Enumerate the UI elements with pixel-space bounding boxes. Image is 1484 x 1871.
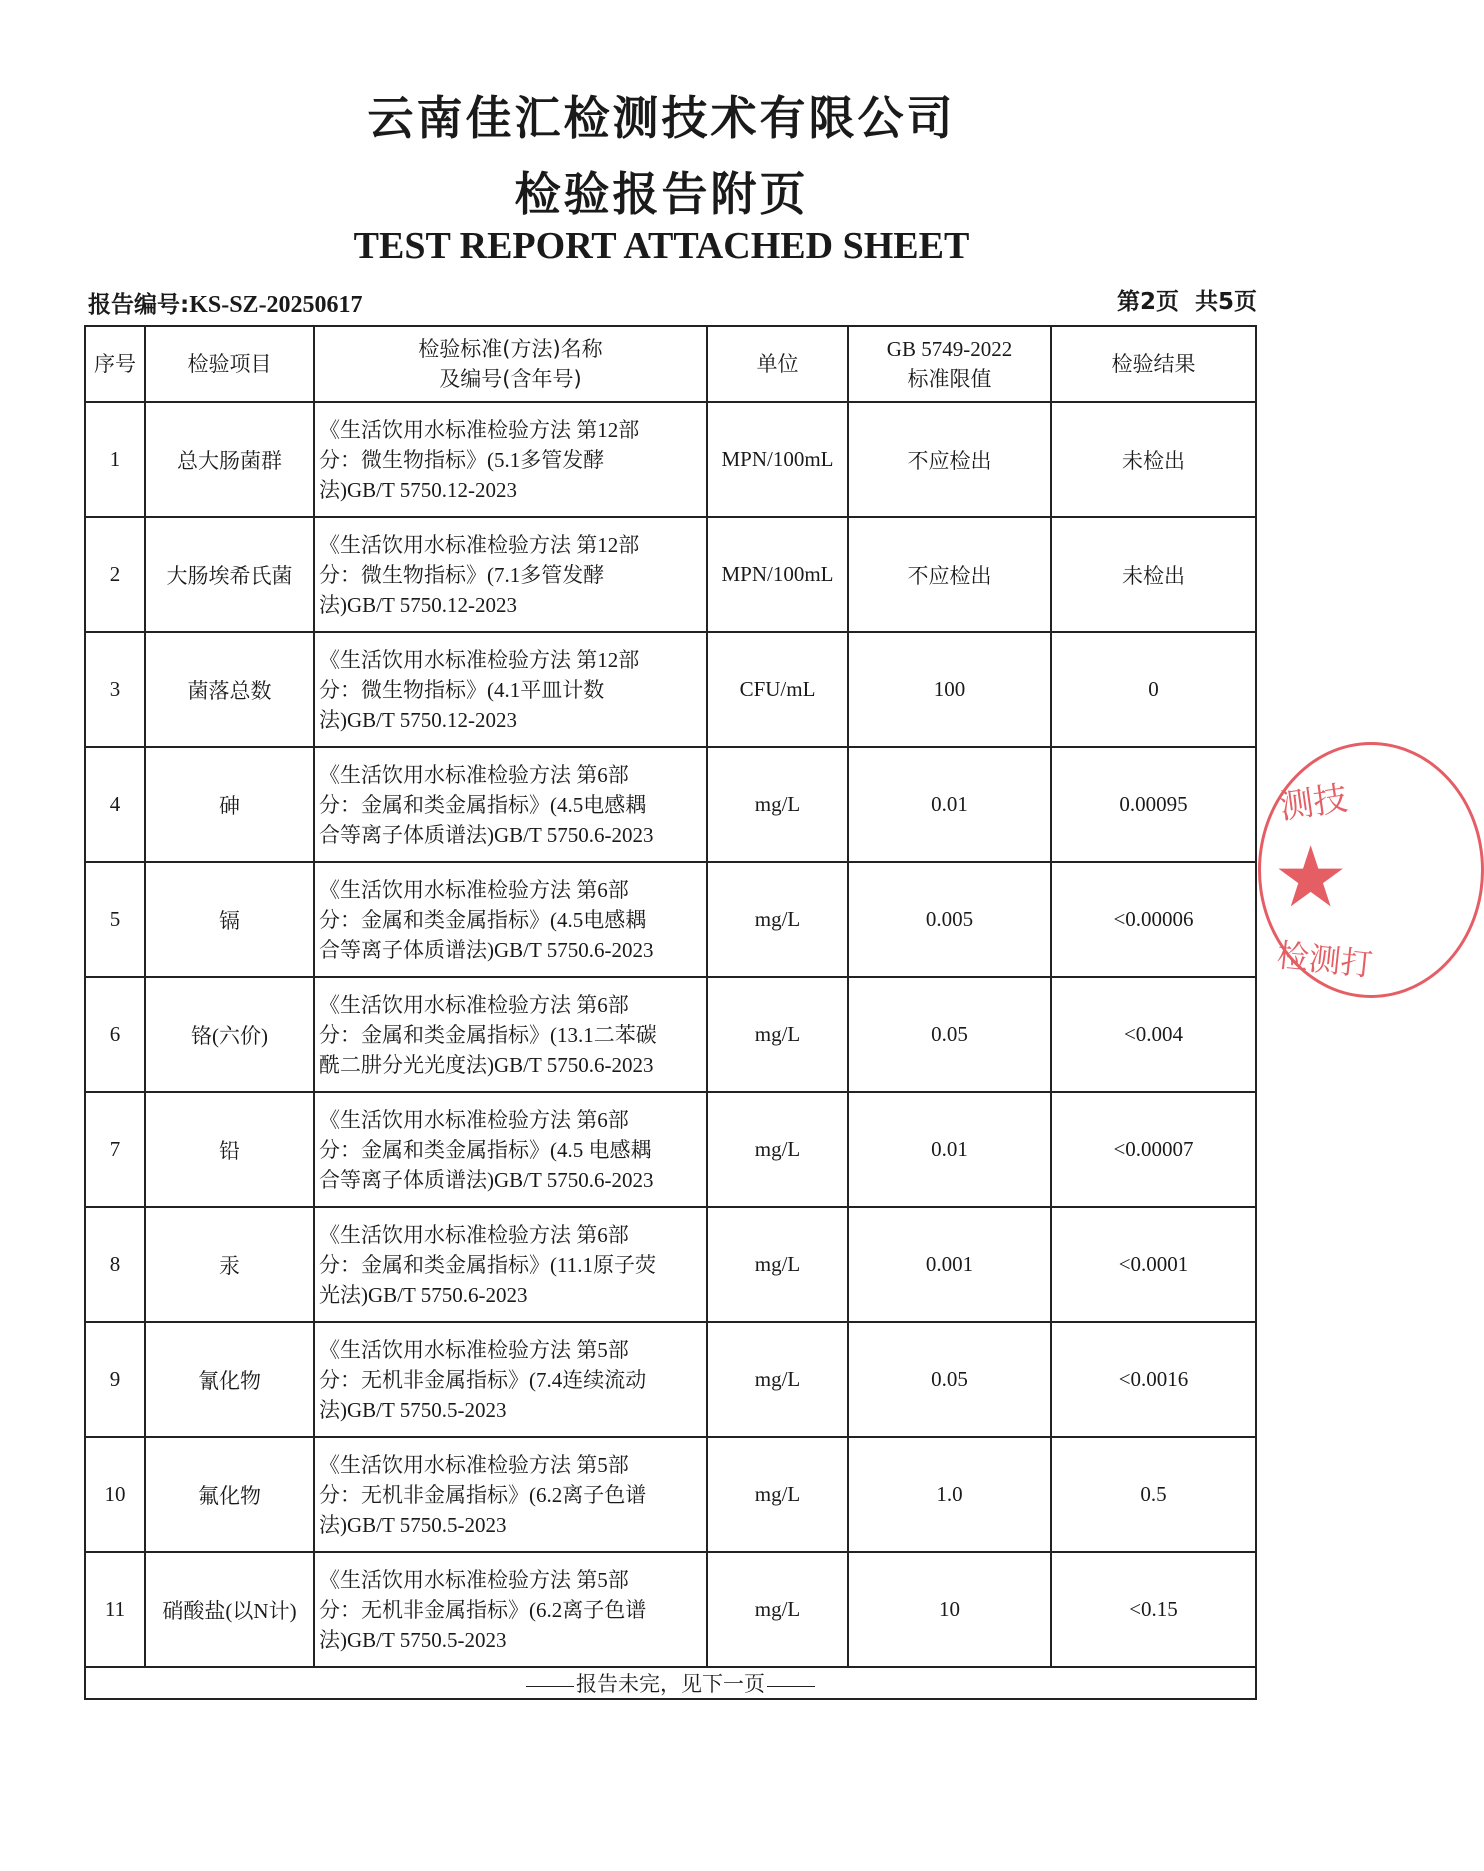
company-seal-stamp xyxy=(1258,742,1484,998)
table-row xyxy=(85,1092,1256,1207)
cell-seq: 5 xyxy=(85,862,145,977)
company-name: 云南佳汇检测技术有限公司 xyxy=(367,91,956,145)
method-line: 《生活饮用水标准检验方法 第6部 xyxy=(319,762,629,787)
header-limit-line2: 标准限值 xyxy=(907,367,992,391)
method-line: 分：金属和类金属指标》(13.1二苯碳 xyxy=(319,1022,657,1047)
method-line: 分：无机非金属指标》(6.2离子色谱 xyxy=(319,1597,647,1622)
method-line: 《生活饮用水标准检验方法 第12部 xyxy=(319,647,640,672)
cell-method xyxy=(314,1552,707,1667)
results-table xyxy=(84,325,1257,1700)
method-line: 酰二肼分光光度法)GB/T 5750.6-2023 xyxy=(319,1052,654,1077)
cell-method xyxy=(314,632,707,747)
method-line: 《生活饮用水标准检验方法 第6部 xyxy=(319,877,629,902)
cell-item: 菌落总数 xyxy=(145,632,314,747)
cell-unit: CFU/mL xyxy=(707,632,848,747)
cell-unit: MPN/100mL xyxy=(707,517,848,632)
cell-result: <0.0016 xyxy=(1051,1322,1256,1437)
method-line: 《生活饮用水标准检验方法 第6部 xyxy=(319,1107,629,1132)
method-line: 《生活饮用水标准检验方法 第6部 xyxy=(319,992,629,1017)
cell-method xyxy=(314,862,707,977)
report-number xyxy=(88,286,363,319)
cell-limit: 10 xyxy=(848,1552,1051,1667)
cell-limit: 0.01 xyxy=(848,747,1051,862)
table-row xyxy=(85,1437,1256,1552)
cell-unit: mg/L xyxy=(707,977,848,1092)
cell-item: 总大肠菌群 xyxy=(145,402,314,517)
table-row xyxy=(85,1552,1256,1667)
cell-result: <0.004 xyxy=(1051,977,1256,1092)
cell-unit: mg/L xyxy=(707,862,848,977)
cell-item: 镉 xyxy=(145,862,314,977)
report-title-en: TEST REPORT ATTACHED SHEET xyxy=(353,225,970,267)
cell-seq: 10 xyxy=(85,1437,145,1552)
cell-unit: mg/L xyxy=(707,1552,848,1667)
cell-method xyxy=(314,402,707,517)
footer-dash-right xyxy=(767,1686,815,1687)
method-line: 《生活饮用水标准检验方法 第5部 xyxy=(319,1567,629,1592)
report-number-label: 报告编号: xyxy=(88,292,190,318)
table-row xyxy=(85,977,1256,1092)
method-line: 分：无机非金属指标》(7.4连续流动 xyxy=(319,1367,647,1392)
method-line: 《生活饮用水标准检验方法 第12部 xyxy=(319,532,640,557)
table-row xyxy=(85,1322,1256,1437)
method-line: 分：微生物指标》(7.1多管发酵 xyxy=(319,562,605,587)
cell-method xyxy=(314,747,707,862)
cell-result: 0.5 xyxy=(1051,1437,1256,1552)
method-line: 法)GB/T 5750.12-2023 xyxy=(319,592,517,617)
cell-limit: 100 xyxy=(848,632,1051,747)
header-method xyxy=(314,326,707,402)
cell-limit: 不应检出 xyxy=(848,517,1051,632)
cell-item: 汞 xyxy=(145,1207,314,1322)
method-line: 法)GB/T 5750.12-2023 xyxy=(319,477,517,502)
footer-text: 报告未完，见下一页 xyxy=(576,1672,765,1696)
cell-method xyxy=(314,1437,707,1552)
page-info: 第2页 共5页 xyxy=(1116,289,1257,315)
cell-item: 砷 xyxy=(145,747,314,862)
cell-limit: 1.0 xyxy=(848,1437,1051,1552)
cell-unit: mg/L xyxy=(707,747,848,862)
method-line: 法)GB/T 5750.5-2023 xyxy=(319,1512,507,1537)
method-line: 法)GB/T 5750.5-2023 xyxy=(319,1627,507,1652)
cell-method xyxy=(314,1207,707,1322)
cell-seq: 1 xyxy=(85,402,145,517)
cell-result: 0.00095 xyxy=(1051,747,1256,862)
table-row xyxy=(85,517,1256,632)
cell-seq: 7 xyxy=(85,1092,145,1207)
stamp-star-icon: ★ xyxy=(1273,828,1349,926)
method-line: 合等离子体质谱法)GB/T 5750.6-2023 xyxy=(319,937,654,962)
footer-dash-left xyxy=(526,1686,574,1687)
cell-item: 硝酸盐(以N计) xyxy=(145,1552,314,1667)
method-line: 光法)GB/T 5750.6-2023 xyxy=(319,1282,528,1307)
method-line: 分：微生物指标》(4.1平皿计数 xyxy=(319,677,605,702)
cell-limit: 0.005 xyxy=(848,862,1051,977)
header-method-line2: 及编号(含年号) xyxy=(439,367,582,391)
header-result: 检验结果 xyxy=(1051,326,1256,402)
method-line: 分：金属和类金属指标》(4.5电感耦 xyxy=(319,792,647,817)
cell-limit: 不应检出 xyxy=(848,402,1051,517)
cell-seq: 3 xyxy=(85,632,145,747)
method-line: 分：微生物指标》(5.1多管发酵 xyxy=(319,447,605,472)
cell-result: <0.0001 xyxy=(1051,1207,1256,1322)
cell-item: 铬(六价) xyxy=(145,977,314,1092)
method-line: 法)GB/T 5750.5-2023 xyxy=(319,1397,507,1422)
method-line: 合等离子体质谱法)GB/T 5750.6-2023 xyxy=(319,822,654,847)
table-row xyxy=(85,862,1256,977)
cell-result: <0.00007 xyxy=(1051,1092,1256,1207)
cell-result: 未检出 xyxy=(1051,517,1256,632)
cell-limit: 0.001 xyxy=(848,1207,1051,1322)
cell-seq: 9 xyxy=(85,1322,145,1437)
stamp-text-bottom: 检测打 xyxy=(1275,936,1375,984)
table-row xyxy=(85,747,1256,862)
cell-unit: mg/L xyxy=(707,1207,848,1322)
table-header-row xyxy=(85,326,1256,402)
cell-method xyxy=(314,1092,707,1207)
report-number-value: KS-SZ-20250617 xyxy=(189,292,363,318)
cell-limit: 0.05 xyxy=(848,1322,1051,1437)
cell-result: 0 xyxy=(1051,632,1256,747)
method-line: 《生活饮用水标准检验方法 第12部 xyxy=(319,417,640,442)
cell-method xyxy=(314,977,707,1092)
cell-item: 氰化物 xyxy=(145,1322,314,1437)
cell-result: 未检出 xyxy=(1051,402,1256,517)
cell-item: 铅 xyxy=(145,1092,314,1207)
report-title-cn: 检验报告附页 xyxy=(514,167,809,221)
method-line: 分：金属和类金属指标》(11.1原子荧 xyxy=(319,1252,656,1277)
cell-unit: mg/L xyxy=(707,1437,848,1552)
table-footer-row xyxy=(85,1667,1256,1699)
cell-seq: 11 xyxy=(85,1552,145,1667)
cell-seq: 8 xyxy=(85,1207,145,1322)
header-limit-line1: GB 5749-2022 xyxy=(886,337,1013,361)
table-row xyxy=(85,402,1256,517)
cell-unit: mg/L xyxy=(707,1092,848,1207)
method-line: 《生活饮用水标准检验方法 第6部 xyxy=(319,1222,629,1247)
cell-method xyxy=(314,517,707,632)
table-row xyxy=(85,632,1256,747)
cell-result: <0.00006 xyxy=(1051,862,1256,977)
cell-unit: mg/L xyxy=(707,1322,848,1437)
header-unit: 单位 xyxy=(707,326,848,402)
header-seq: 序号 xyxy=(85,326,145,402)
cell-seq: 4 xyxy=(85,747,145,862)
method-line: 分：金属和类金属指标》(4.5电感耦 xyxy=(319,907,647,932)
cell-item: 大肠埃希氏菌 xyxy=(145,517,314,632)
stamp-text-top: 测技 xyxy=(1277,778,1350,828)
header-limit xyxy=(848,326,1051,402)
cell-result: <0.15 xyxy=(1051,1552,1256,1667)
cell-seq: 2 xyxy=(85,517,145,632)
header-item: 检验项目 xyxy=(145,326,314,402)
cell-limit: 0.01 xyxy=(848,1092,1051,1207)
method-line: 分：无机非金属指标》(6.2离子色谱 xyxy=(319,1482,647,1507)
cell-seq: 6 xyxy=(85,977,145,1092)
cell-limit: 0.05 xyxy=(848,977,1051,1092)
header-method-line1: 检验标准(方法)名称 xyxy=(418,337,603,361)
method-line: 合等离子体质谱法)GB/T 5750.6-2023 xyxy=(319,1167,654,1192)
cell-unit: MPN/100mL xyxy=(707,402,848,517)
cell-method xyxy=(314,1322,707,1437)
cell-item: 氟化物 xyxy=(145,1437,314,1552)
table-footer xyxy=(85,1667,1256,1699)
table-row xyxy=(85,1207,1256,1322)
method-line: 法)GB/T 5750.12-2023 xyxy=(319,707,517,732)
method-line: 分：金属和类金属指标》(4.5 电感耦 xyxy=(319,1137,652,1162)
method-line: 《生活饮用水标准检验方法 第5部 xyxy=(319,1337,629,1362)
method-line: 《生活饮用水标准检验方法 第5部 xyxy=(319,1452,629,1477)
